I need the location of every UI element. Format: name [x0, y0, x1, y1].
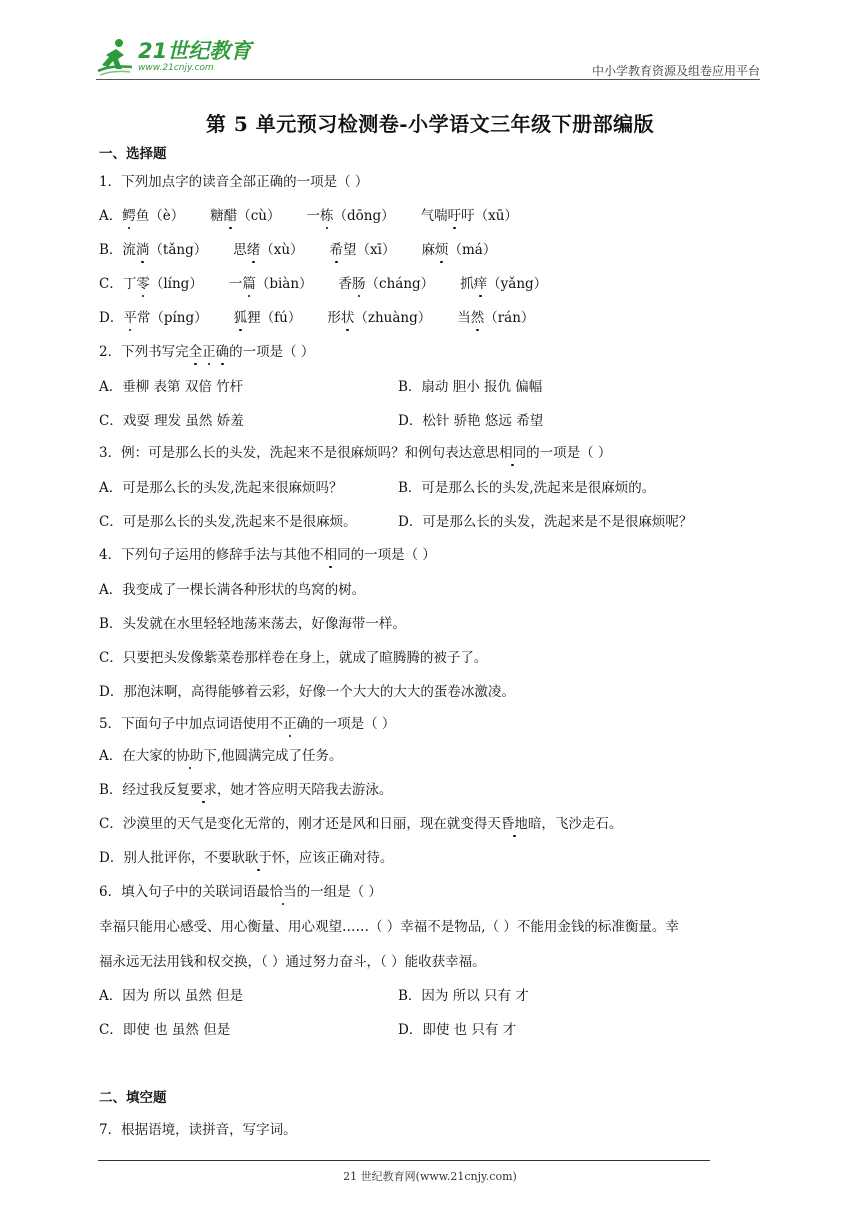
page-header [96, 30, 760, 80]
question-5-option-d: D．别人批评你，不要耿耿于怀，应该正确对待。 [99, 850, 394, 866]
question-6-option-a: A．因为 所以 虽然 但是 [99, 988, 244, 1004]
question-1-option-c: C．丁零（líng） 一篇（biàn） 香肠（cháng） 抓痒（yǎng） [99, 276, 548, 292]
question-4-option-a: A．我变成了一棵长满各种形状的鸟窝的树。 [99, 582, 366, 598]
section-heading-fill: 二、填空题 [99, 1090, 167, 1106]
question-3-option-b: B．可是那么长的头发,洗起来是很麻烦的。 [398, 480, 656, 496]
question-2-stem: 2．下列书写完全正确的一项是（ ） [99, 344, 315, 360]
question-4-option-d: D．那泡沫啊，高得能够着云彩，好像一个大大的大大的蛋卷冰激凌。 [99, 684, 515, 700]
runner-logo-icon [96, 37, 134, 77]
site-logo [96, 36, 251, 78]
page-title: 第 5 单元预习检测卷-小学语文三年级下册部编版 [205, 112, 655, 136]
question-6-option-b: B．因为 所以 只有 才 [398, 988, 529, 1004]
page-footer: 21 世纪教育网(www.21cnjy.com) [343, 1170, 517, 1183]
question-7-stem: 7．根据语境，读拼音，写字词。 [99, 1122, 297, 1138]
question-6-stem: 6．填入句子中的关联词语最恰当的一组是（ ） [99, 884, 382, 900]
question-1-option-b: B．流淌（tǎng） 思绪（xù） 希望（xī） 麻烦（má） [99, 242, 497, 258]
question-2-option-b: B．扇动 胆小 报仇 偏幅 [398, 379, 543, 395]
question-5-option-c: C．沙漠里的天气是变化无常的，刚才还是风和日丽，现在就变得天昏地暗，飞沙走石。 [99, 816, 623, 832]
question-3-option-a: A．可是那么长的头发,洗起来很麻烦吗？ [99, 480, 343, 496]
question-6-passage-line-1: 幸福只能用心感受、用心衡量、用心观望……（ ）幸福不是物品,（ ）不能用金钱的标准衡量。幸 [99, 919, 679, 935]
question-3-option-c: C．可是那么长的头发,洗起来不是很麻烦。 [99, 514, 357, 530]
question-6-passage-line-2: 福永远无法用钱和权交换，（ ）通过努力奋斗，（ ）能收获幸福。 [99, 954, 486, 970]
section-heading-choice: 一、选择题 [99, 146, 167, 162]
question-2-option-d: D．松针 骄艳 悠远 希望 [398, 413, 544, 429]
question-5-option-a: A．在大家的协助下,他圆满完成了任务。 [99, 748, 343, 764]
question-4-stem: 4．下列句子运用的修辞手法与其他不相同的一项是（ ） [99, 547, 436, 563]
footer-divider [98, 1160, 710, 1161]
logo-wordmark: 21世纪教育 [138, 39, 252, 63]
question-2-option-a: A．垂柳 表第 双倍 竹杆 [99, 379, 244, 395]
question-4-option-c: C．只要把头发像紫菜卷那样卷在身上，就成了暄腾腾的被子了。 [99, 650, 488, 666]
question-2-option-c: C．戏耍 理发 虽然 娇羞 [99, 413, 244, 429]
question-5-stem: 5．下面句子中加点词语使用不正确的一项是（ ） [99, 716, 396, 732]
question-6-option-d: D．即使 也 只有 才 [398, 1022, 517, 1038]
question-3-stem: 3．例：可是那么长的头发，洗起来不是很麻烦吗？和例句表达意思相同的一项是（ ） [99, 445, 612, 461]
header-divider [96, 79, 760, 80]
question-6-option-c: C．即使 也 虽然 但是 [99, 1022, 231, 1038]
platform-name: 中小学教育资源及组卷应用平台 [591, 64, 760, 78]
question-4-option-b: B．头发就在水里轻轻地荡来荡去，好像海带一样。 [99, 616, 406, 632]
logo-url: www.21cnjy.com [138, 63, 214, 73]
question-1-option-d: D．平常（píng） 狐狸（fú） 形状（zhuàng） 当然（rán） [99, 310, 535, 326]
question-3-option-d: D．可是那么长的头发，洗起来是不是很麻烦呢？ [398, 514, 693, 530]
question-1-stem: 1．下列加点字的读音全部正确的一项是（ ） [99, 174, 369, 190]
question-5-option-b: B．经过我反复要求，她才答应明天陪我去游泳。 [99, 782, 393, 798]
question-1-option-a: A．鳄鱼（è） 糖醋（cù） 一栋（dōng） 气喘吁吁（xū） [99, 208, 518, 224]
